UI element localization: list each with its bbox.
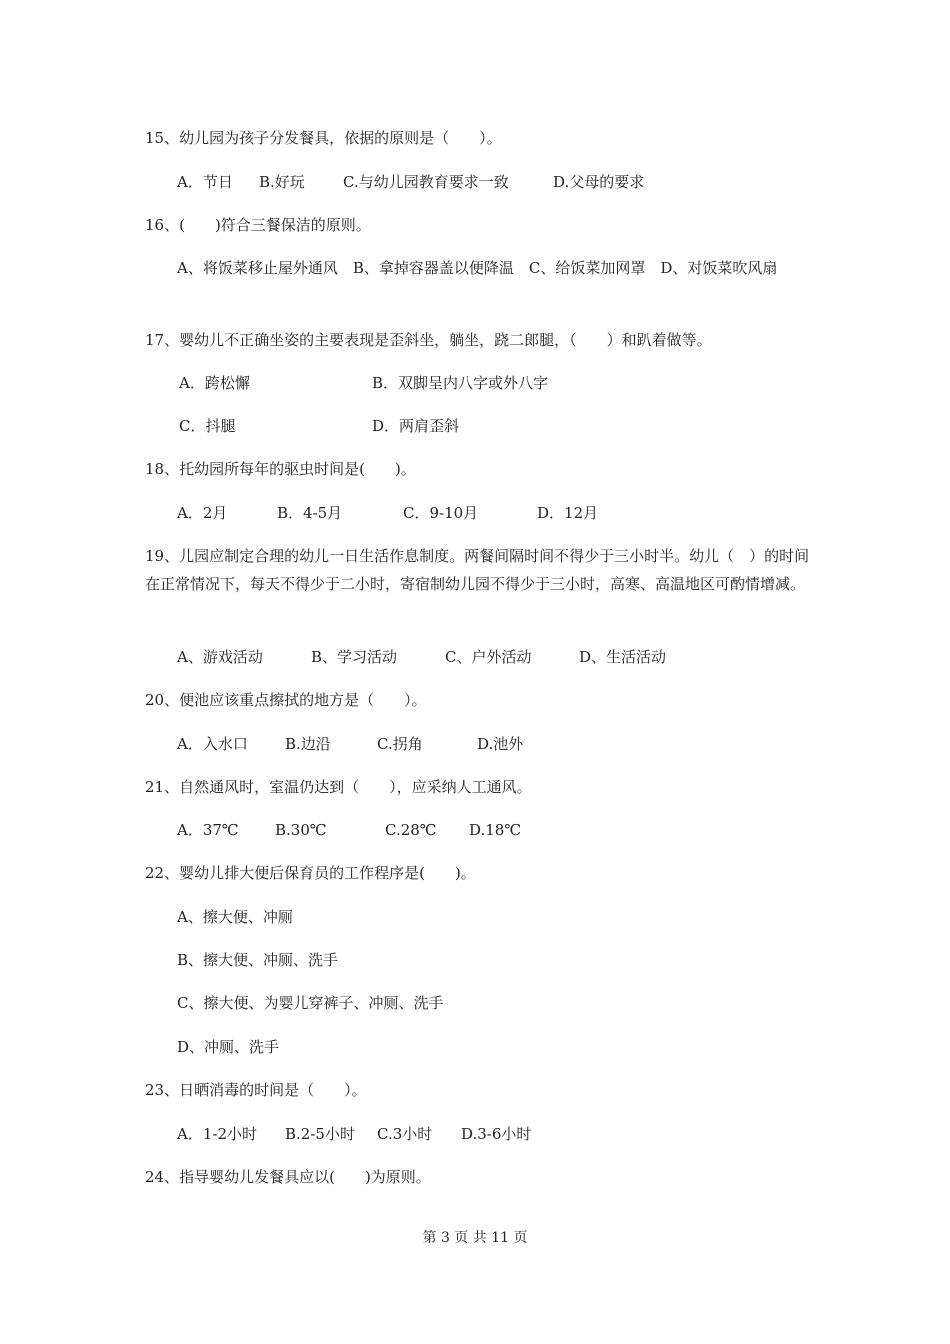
question-22-option-a: A、擦大便、冲厕 <box>177 908 293 926</box>
option-d: D.3-6小时 <box>461 1125 532 1143</box>
option-d: D．12月 <box>537 504 599 522</box>
question-16-options-text: A、将饭菜移止屋外通风 B、拿掉容器盖以便降温 C、给饭菜加网罩 D、对饭菜吹风扇 <box>177 259 778 277</box>
option-c: C.与幼儿园教育要求一致 <box>343 173 509 191</box>
option-a: A．节日 <box>177 173 233 191</box>
option-b: B.30℃ <box>275 821 327 839</box>
option-d: D、生活活动 <box>579 648 667 666</box>
question-15-stem: 15、幼儿园为孩子分发餐具，依据的原则是（ ）。 <box>145 129 502 147</box>
question-18-stem: 18、托幼园所每年的驱虫时间是( )。 <box>145 460 416 478</box>
option-b: B．4-5月 <box>277 504 343 522</box>
option-b: B.边沿 <box>285 735 331 753</box>
option-d: D.父母的要求 <box>553 173 645 191</box>
question-22-option-b: B、擦大便、冲厕、洗手 <box>177 951 339 969</box>
option-c: C.拐角 <box>377 735 423 753</box>
question-22-option-d: D、冲厕、洗手 <box>177 1038 280 1056</box>
option-c: C.3小时 <box>377 1125 433 1143</box>
option-c: C.28℃ <box>385 821 437 839</box>
option-c: C、户外活动 <box>445 648 532 666</box>
option-b: B．双脚呈内八字或外八字 <box>372 374 549 392</box>
option-d: D.池外 <box>477 735 524 753</box>
option-c: C．9-10月 <box>403 504 479 522</box>
option-d: D．两肩歪斜 <box>372 417 460 435</box>
option-c: C．抖腿 <box>179 417 236 435</box>
question-24-stem: 24、指导婴幼儿发餐具应以( )为原则。 <box>145 1168 431 1186</box>
page-number: 第 3 页 共 11 页 <box>422 1230 528 1246</box>
question-22-option-c: C、擦大便、为婴儿穿裤子、冲厕、洗手 <box>177 994 444 1012</box>
option-a: A．跨松懈 <box>179 374 250 392</box>
question-21-stem: 21、自然通风时，室温仍达到（ ），应采纳人工通风。 <box>145 778 532 796</box>
question-23-stem: 23、日晒消毒的时间是（ ）。 <box>145 1081 367 1099</box>
option-d: D.18℃ <box>469 821 522 839</box>
option-a: A、游戏活动 <box>177 648 263 666</box>
option-b: B.2-5小时 <box>285 1125 355 1143</box>
question-17-stem: 17、婴幼儿不正确坐姿的主要表现是歪斜坐，躺坐，跷二郎腿，（ ）和趴着做等。 <box>145 331 712 349</box>
question-16-stem: 16、( )符合三餐保洁的原则。 <box>145 216 371 234</box>
question-20-stem: 20、便池应该重点擦拭的地方是（ ）。 <box>145 691 427 709</box>
option-a: A．入水口 <box>177 735 248 753</box>
question-16-options <box>145 254 815 282</box>
option-a: A．2月 <box>177 504 228 522</box>
question-22-stem: 22、婴幼儿排大便后保育员的工作程序是( )。 <box>145 864 476 882</box>
option-a: A．1-2小时 <box>177 1125 257 1143</box>
option-a: A．37℃ <box>177 821 239 839</box>
option-b: B.好玩 <box>259 173 305 191</box>
question-19-stem: 19、儿园应制定合理的幼儿一日生活作息制度。两餐间隔时间不得少于三小时半。幼儿（ ）的时间在正常情况下，每天不得少于二小时，寄宿制幼儿园不得少于三小时，高寒、高温地区可酌情增减。 <box>145 547 810 593</box>
option-b: B、学习活动 <box>311 648 398 666</box>
